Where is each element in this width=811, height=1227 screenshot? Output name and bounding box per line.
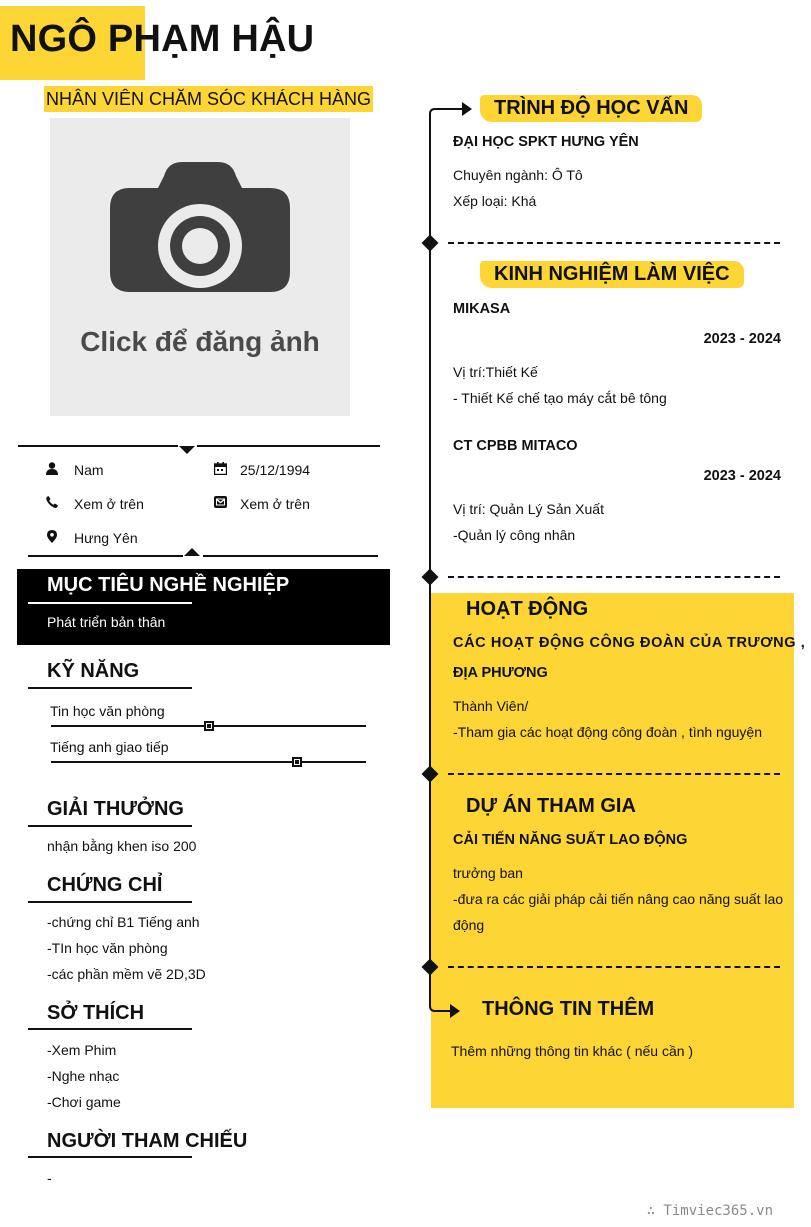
contact-divider-bottom-right: [203, 555, 378, 557]
objective-rule: [28, 602, 192, 604]
contact-phone[interactable]: Xem ở trên: [74, 496, 144, 512]
skill-name[interactable]: Tiếng anh giao tiếp: [50, 739, 169, 755]
hobby-line[interactable]: -Chơi game: [47, 1094, 121, 1110]
section-divider: [448, 773, 780, 775]
activity-description[interactable]: -Tham gia các hoạt động công đoàn , tình nguyện: [453, 724, 762, 740]
job-description[interactable]: - Thiết Kế chế tạo máy cắt bê tông: [453, 390, 667, 406]
certificate-line[interactable]: -TIn học văn phòng: [47, 940, 168, 956]
email-icon: [212, 494, 228, 510]
section-divider: [448, 576, 780, 578]
timeline-node: [422, 569, 439, 586]
contact-divider-arrow: [179, 446, 195, 454]
candidate-name[interactable]: NGÔ PHẠM HẬU: [10, 18, 315, 60]
timeline-arrow-icon: [428, 100, 474, 124]
reference-line[interactable]: -: [47, 1170, 52, 1186]
experience-title[interactable]: KINH NGHIỆM LÀM VIỆC: [494, 263, 730, 285]
education-heading: [480, 95, 702, 122]
hobbies-title[interactable]: SỞ THÍCH: [47, 1002, 145, 1024]
job-company[interactable]: CT CPBB MITACO: [453, 438, 578, 454]
certificate-line[interactable]: -các phần mềm vẽ 2D,3D: [47, 966, 206, 982]
contact-divider-top-right: [197, 445, 380, 447]
activity-name-cont[interactable]: ĐỊA PHƯƠNG: [453, 665, 548, 681]
activity-role[interactable]: Thành Viên/: [453, 698, 529, 714]
skills-title[interactable]: KỸ NĂNG: [47, 660, 140, 682]
job-role[interactable]: Vị trí:Thiết Kế: [453, 364, 538, 380]
education-title[interactable]: TRÌNH ĐỘ HỌC VẤN: [494, 97, 689, 119]
project-role[interactable]: trưởng ban: [453, 865, 523, 881]
user-icon: [44, 460, 60, 476]
certificates-rule: [28, 901, 192, 903]
skills-rule: [28, 687, 192, 689]
objective-title[interactable]: MỤC TIÊU NGHỀ NGHIỆP: [47, 574, 290, 596]
activity-name[interactable]: CÁC HOẠT ĐỘNG CÔNG ĐOÀN CỦA TRƯƠNG ,: [453, 635, 806, 651]
education-school[interactable]: ĐẠI HỌC SPKT HƯNG YÊN: [453, 134, 639, 150]
timeline-end-arrow-icon: [428, 984, 464, 1024]
skill-name[interactable]: Tin học văn phòng: [50, 703, 165, 719]
job-company[interactable]: MIKASA: [453, 301, 511, 317]
photo-upload[interactable]: [50, 118, 350, 416]
contact-birthday[interactable]: 25/12/1994: [240, 462, 311, 478]
section-divider: [448, 966, 780, 968]
contact-divider-top-left: [18, 445, 178, 447]
job-role[interactable]: Vị trí: Quản Lý Sản Xuất: [453, 501, 604, 517]
certificate-line[interactable]: -chứng chỉ B1 Tiếng anh: [47, 914, 200, 930]
project-description[interactable]: -đưa ra các giải pháp cải tiến nâng cao năng suất lao: [453, 891, 784, 907]
photo-caption: Click để đăng ảnh: [80, 326, 320, 357]
skill-slider-handle[interactable]: [204, 721, 214, 731]
job-period[interactable]: 2023 - 2024: [703, 468, 781, 484]
hobby-line[interactable]: -Xem Phim: [47, 1042, 117, 1058]
awards-title[interactable]: GIẢI THƯỞNG: [47, 798, 184, 820]
phone-icon: [44, 494, 60, 510]
location-icon: [44, 528, 60, 544]
timeline-node: [422, 235, 439, 252]
hobbies-rule: [28, 1028, 192, 1030]
contact-gender[interactable]: Nam: [74, 462, 104, 478]
additional-title[interactable]: THÔNG TIN THÊM: [482, 998, 655, 1020]
education-major[interactable]: Chuyên ngành: Ô Tô: [453, 167, 583, 183]
site-watermark: ∴ Timviec365.vn: [646, 1203, 773, 1219]
job-description[interactable]: -Quản lý công nhân: [453, 527, 576, 543]
section-divider: [448, 242, 780, 244]
contact-divider-bottom-left: [28, 555, 183, 557]
activities-title[interactable]: HOẠT ĐỘNG: [466, 598, 589, 620]
hobby-line[interactable]: -Nghe nhạc: [47, 1068, 120, 1084]
award-line[interactable]: nhận bằng khen iso 200: [47, 838, 197, 854]
references-rule: [28, 1156, 192, 1158]
certificates-title[interactable]: CHỨNG CHỈ: [47, 874, 163, 896]
experience-heading: [480, 261, 744, 288]
awards-rule: [28, 825, 192, 827]
additional-text[interactable]: Thêm những thông tin khác ( nếu cần ): [451, 1043, 694, 1059]
job-period[interactable]: 2023 - 2024: [703, 331, 781, 347]
skill-slider-track: [51, 761, 366, 763]
projects-title[interactable]: DỰ ÁN THAM GIA: [466, 795, 636, 817]
camera-icon: [110, 162, 290, 292]
objective-text[interactable]: Phát triển bản thân: [47, 614, 166, 630]
calendar-icon: [212, 460, 228, 476]
education-grade[interactable]: Xếp loại: Khá: [453, 193, 537, 209]
position-title[interactable]: NHÂN VIÊN CHĂM SÓC KHÁCH HÀNG: [44, 86, 373, 112]
skill-slider-handle[interactable]: [292, 757, 302, 767]
references-title[interactable]: NGƯỜI THAM CHIẾU: [47, 1130, 248, 1152]
contact-email[interactable]: Xem ở trên: [240, 496, 310, 512]
contact-divider-arrow-up: [184, 548, 200, 556]
project-name[interactable]: CẢI TIẾN NĂNG SUẤT LAO ĐỘNG: [453, 832, 688, 848]
project-description-cont[interactable]: động: [453, 917, 485, 933]
contact-address[interactable]: Hưng Yên: [74, 530, 138, 546]
